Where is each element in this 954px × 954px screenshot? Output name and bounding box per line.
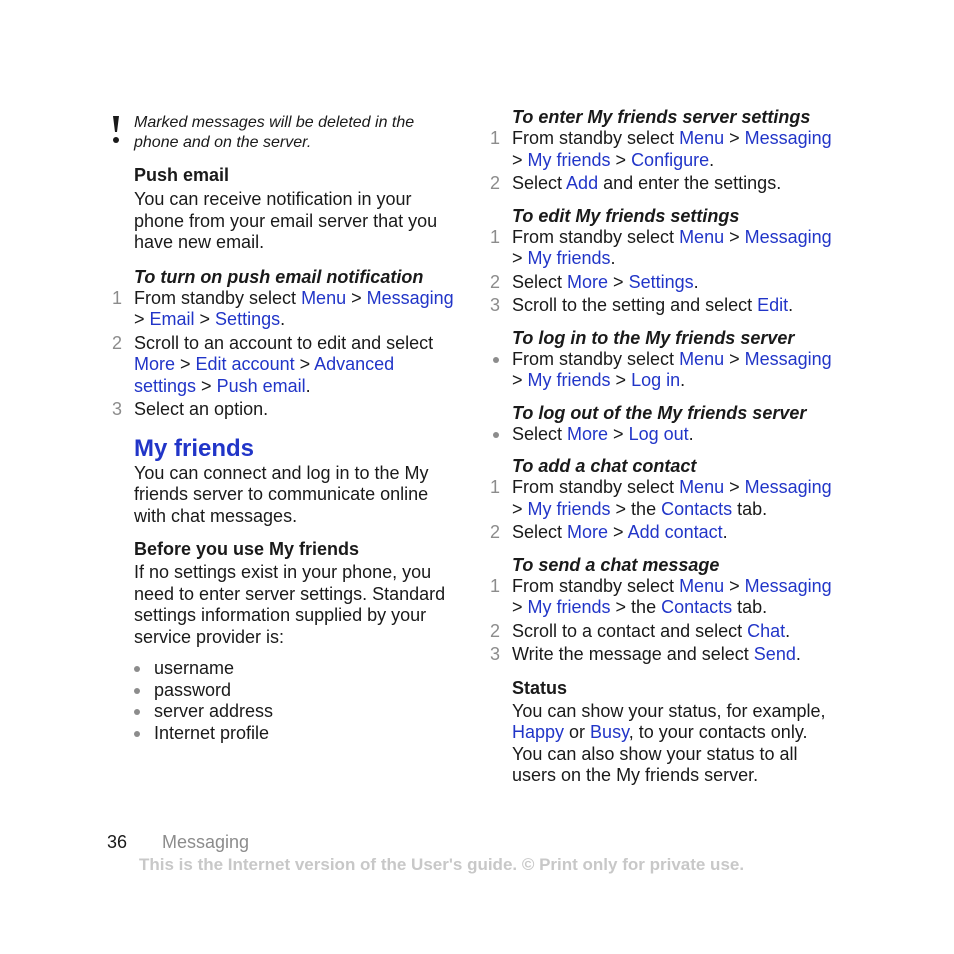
my-friends-link[interactable]: My friends [527, 370, 611, 390]
more-link[interactable]: More [567, 522, 609, 542]
messaging-link[interactable]: Messaging [744, 477, 832, 497]
add-step-1: 1 From standby select Menu > Messaging > My friends > the Contacts tab. [490, 477, 832, 519]
advanced-settings-link[interactable]: Advanced settings [134, 354, 395, 396]
section-name: Messaging [162, 832, 250, 852]
push-email-title: Push email [134, 165, 230, 185]
logout-step: Select More > Log out. [490, 424, 840, 446]
push-step-2: 2 Scroll to an account to edit and select More > Edit account > Advanced settings > Push email. [112, 332, 434, 396]
push-email-task: To turn on push email notification [134, 266, 424, 287]
right-column [490, 106, 840, 787]
edit-step-2: 2 Select More > Settings. [490, 271, 699, 292]
busy-link[interactable]: Busy [590, 722, 629, 742]
before-body: If no settings exist in your phone, you need to enter server settings. Standard settings information supplied by your service provider is: [134, 562, 446, 647]
login-task: To log in to the My friends server [512, 327, 795, 348]
my-friends-link[interactable]: My friends [527, 597, 611, 617]
settings-link[interactable]: Settings [628, 271, 694, 292]
enter-step-2: 2 Select Add and enter the settings. [490, 173, 782, 193]
list-item: Internet profile [112, 723, 457, 745]
messaging-link[interactable]: Messaging [366, 287, 454, 308]
edit-link[interactable]: Edit [757, 295, 789, 315]
my-friends-link[interactable]: My friends [527, 498, 611, 519]
log-out-link[interactable]: Log out [628, 423, 689, 444]
email-link[interactable]: Email [149, 309, 195, 329]
my-friends-link[interactable]: My friends [527, 149, 611, 170]
menu-link[interactable]: Menu [679, 348, 725, 369]
push-email-body: You can receive notification in your phone from your email server that you have new email. [134, 189, 438, 252]
push-email-link[interactable]: Push email [216, 375, 306, 396]
more-link[interactable]: More [567, 423, 609, 444]
messaging-link[interactable]: Messaging [744, 348, 832, 369]
send-step-2: 2 Scroll to a contact and select Chat. [490, 620, 791, 641]
page-number: 36 [107, 832, 128, 852]
send-step-1: 1 From standby select Menu > Messaging > My friends > the Contacts tab. [490, 575, 832, 617]
messaging-link[interactable]: Messaging [744, 575, 832, 596]
menu-link[interactable]: Menu [679, 477, 725, 497]
add-link[interactable]: Add [566, 173, 599, 193]
messaging-link[interactable]: Messaging [744, 226, 832, 247]
configure-link[interactable]: Configure [631, 149, 710, 170]
enter-step-1: 1 From standby select Menu > Messaging > My friends > Configure. [490, 128, 832, 170]
edit-step-3: 3 Scroll to the setting and select Edit. [490, 295, 794, 315]
push-step-3: 3 Select an option. [112, 399, 269, 419]
messaging-link[interactable]: Messaging [744, 128, 832, 148]
login-step: From standby select Menu > Messaging > My friends > Log in. [490, 349, 840, 392]
menu-link[interactable]: Menu [679, 575, 725, 596]
chat-link[interactable]: Chat [747, 620, 786, 641]
watermark-note: This is the Internet version of the User's guide. © Print only for private use. [139, 855, 745, 874]
contacts-link[interactable]: Contacts [661, 498, 733, 519]
settings-link[interactable]: Settings [215, 309, 281, 329]
my-friends-body: You can connect and log in to the My friends server to communicate online with chat messages. [134, 462, 429, 526]
my-friends-link[interactable]: My friends [527, 248, 611, 268]
more-link[interactable]: More [134, 354, 176, 374]
list-item: username [112, 658, 457, 680]
add-step-2: 2 Select More > Add contact. [490, 522, 728, 542]
menu-link[interactable]: Menu [679, 226, 725, 247]
list-item: password [112, 680, 457, 702]
enter-settings-task: To enter My friends server settings [512, 107, 811, 127]
send-message-task: To send a chat message [512, 554, 720, 575]
send-link[interactable]: Send [753, 644, 796, 664]
add-contact-task: To add a chat contact [512, 456, 697, 476]
status-body: You can show your status, for example, Happy or Busy, to your contacts only. You can also show your status to all users on the My friends server. [512, 700, 826, 785]
before-title: Before you use My friends [134, 539, 360, 559]
contacts-link[interactable]: Contacts [661, 597, 733, 617]
menu-link[interactable]: Menu [679, 128, 725, 148]
happy-link[interactable]: Happy [512, 722, 565, 742]
my-friends-heading: My friends [134, 434, 255, 462]
status-title: Status [512, 677, 568, 698]
send-step-3: 3 Write the message and select Send. [490, 644, 801, 664]
list-item: server address [112, 701, 457, 723]
edit-step-1: 1 From standby select Menu > Messaging > My friends. [490, 226, 832, 268]
more-link[interactable]: More [567, 271, 609, 292]
edit-settings-task: To edit My friends settings [512, 205, 740, 226]
menu-link[interactable]: Menu [301, 287, 347, 308]
warning-note [112, 113, 457, 153]
exclamation-icon [112, 115, 120, 145]
left-column [112, 113, 457, 744]
warning-note-text: Marked messages will be deleted in the phone and on the server. [134, 114, 415, 151]
edit-account-link[interactable]: Edit account [195, 354, 295, 374]
add-contact-link[interactable]: Add contact [627, 522, 723, 542]
push-step-1: 1 From standby select Menu > Messaging > Email > Settings. [112, 287, 454, 329]
logout-task: To log out of the My friends server [512, 402, 807, 423]
log-in-link[interactable]: Log in [631, 370, 681, 390]
